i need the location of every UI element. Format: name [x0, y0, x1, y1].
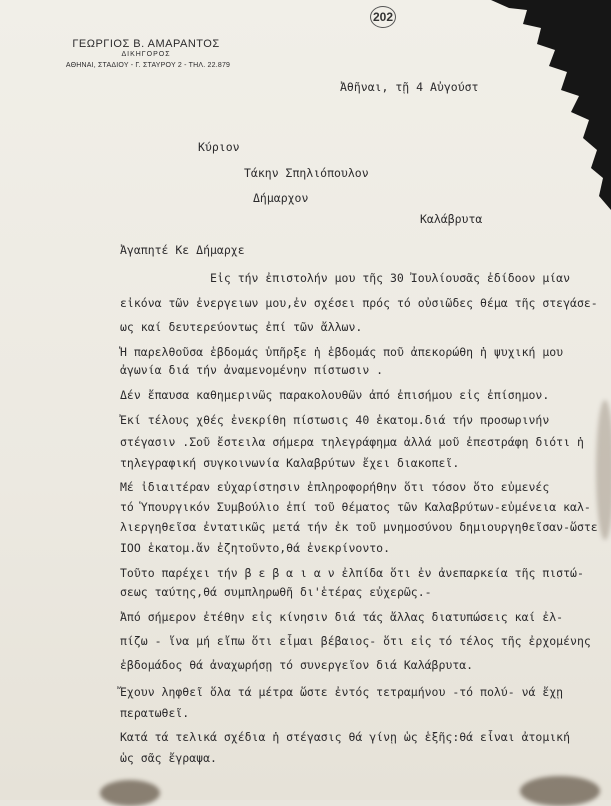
body-line: Ἡ παρελθοῦσα ἑβδομάς ὑπῆρξε ἡ ἑβδομάς ποῦ ἀπεκορώθη ἡ ψυχική μου	[120, 345, 564, 359]
body-line: ως καί δευτερεύοντως ἐπί τῶν ἄλλων.	[120, 320, 363, 334]
letterhead-address: ΑΘΗΝΑΙ, ΣΤΑΔΙΟΥ - Γ. ΣΤΑΥΡΟΥ 2 - ΤΗΛ. 22.879	[65, 62, 231, 69]
body-line: Μέ ἰδιαιτέραν εὐχαρίστησιν ἐπληροφορήθην ὅτι τόσον ὅτο εὐμενές	[120, 480, 550, 494]
body-line: τηλεγραφική συγκοινωνία Καλαβρύτων ἔχει διακοπεῖ.	[120, 456, 460, 470]
recipient-line-1: Κύριον	[198, 140, 240, 154]
body-line: λιεργηθεῖσα ἐντατικῶς μετά τήν ἐκ τοῦ μνημοσύνου δημιουργηθεῖσαν-ὥστε	[120, 520, 598, 534]
body-line: ἀγωνία διά τήν ἀναμενομένην πίστωσιν .	[120, 363, 384, 377]
recipient-line-4: Καλάβρυτα	[420, 212, 483, 226]
date-line: Ἀθῆναι, τῇ 4 Αὐγούστ	[340, 80, 479, 94]
body-line: περατωθεῖ.	[120, 706, 190, 720]
stain-right-edge	[596, 400, 611, 540]
body-line: Τοῦτο παρέχει τήν β ε β α ι α ν ἐλπίδα ὅτι ἐν ἀνεπαρκεία τῆς πιστώ-	[120, 566, 584, 580]
letterhead-name: ΓΕΩΡΓΙΟΣ Β. ΑΜΑΡΑΝΤΟΣ	[72, 38, 220, 50]
body-line: ὡς σᾶς ἔγραψα.	[120, 751, 217, 765]
body-line: σεως ταύτης,θά συμπληρωθῆ δι'ἑτέρας εὐχερῶς.-	[120, 585, 432, 599]
body-line: Κατά τά τελικά σχέδια ἡ στέγασις θά γίνῃ ὡς ἑξῆς:θά εἶναι ἀτομική	[120, 730, 571, 744]
body-line: Ἔχουν ληφθεῖ ὅλα τά μέτρα ὥστε ἐντός τετραμήνου -τό πολύ- νά ἔχῃ	[120, 685, 564, 699]
body-line: Ἐκί τέλους χθές ἐνεκρίθη πίστωσις 40 ἑκατομ.διά τήν προσωρινήν	[120, 413, 550, 427]
body-line: στέγασιν .Σοῦ ἔστειλα σήμερα τηλεγράφημα ἀλλά μοῦ ἐπεστράφη διότι ἡ	[120, 435, 584, 449]
archive-number: 202	[370, 6, 396, 28]
torn-corner	[471, 0, 611, 210]
body-line: Δέν ἔπαυσα καθημερινῶς παρακολουθῶν ἀπό ἐπισήμου εἰς ἐπίσημον.	[120, 388, 550, 402]
recipient-line-3: Δήμαρχον	[253, 191, 309, 205]
body-line: τό Ὑπουργικόν Συμβούλιο ἐπί τοῦ θέματος τῶν Καλαβρύτων-εὐμένεια καλ-	[120, 500, 591, 514]
letterhead-title: ΔΙΚΗΓΟΡΟΣ	[121, 51, 171, 58]
body-line: ἑβδομάδος θά ἀναχωρήσῃ τό συνεργεῖον διά Καλάβρυτα.	[120, 658, 474, 672]
body-line: εἰκόνα τῶν ἐνεργειων μου,ἐν σχέσει πρός τό οὐσιῶδες θέμα τῆς στεγάσε-	[120, 296, 598, 310]
body-line: Εἰς τήν ἐπιστολήν μου τῆς 30 Ἰουλίουσᾶς ἐδίδοον μίαν	[210, 271, 571, 285]
salutation: Ἀγαπητέ Κε Δήμαρχε	[120, 243, 245, 257]
stain-bottom-left	[100, 780, 160, 806]
body-line: IOO ἑκατομ.ἄν ἐζητοῦντο,θά ἐνεκρίνοντο.	[120, 541, 391, 555]
stain-bottom-right	[520, 776, 600, 806]
recipient-line-2: Τάκην Σπηλιόπουλον	[244, 166, 369, 180]
body-line: Ἀπό σήμερον ἐτέθην εἰς κίνησιν διά τάς ἄλλας διατυπώσεις καί ἐλ-	[120, 610, 564, 624]
body-line: πίζω - ἵνα μή εἴπω ὅτι εἶμαι βέβαιος- ὅτι εἰς τό τέλος τῆς ἐρχομένης	[120, 634, 591, 648]
